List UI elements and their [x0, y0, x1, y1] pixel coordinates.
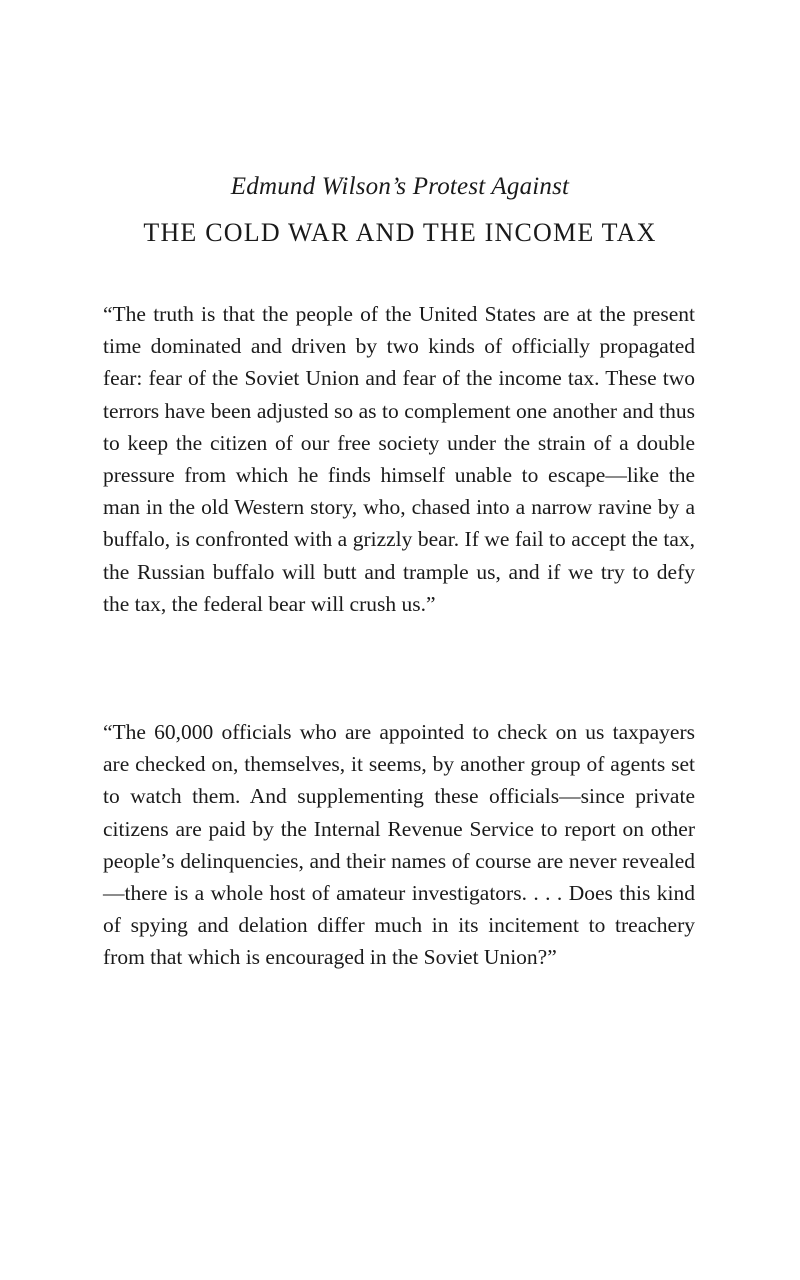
page-title: THE COLD WAR AND THE INCOME TAX [143, 218, 657, 247]
quote-paragraph-1: “The truth is that the people of the United States are at the present time dominated and driven by two kinds of officially propagated fear: fear of the Soviet Union and fear of the income tax. These two terrors have been adjusted so as to complement one another and thus to keep the citizen of our free society under the strain of a double pressure from which he finds himself unable to escape—like the man in the old Western story, who, chased into a narrow ravine by a buffalo, is confronted with a grizzly bear. If we fail to accept the tax, the Russian buffalo will butt and trample us, and if we try to defy the tax, the federal bear will crush us.” [103, 302, 695, 616]
subtitle: Edmund Wilson’s Protest Against [230, 173, 570, 200]
quote-paragraph-2: “The 60,000 officials who are appointed to check on us taxpayers are checked on, themselves, it seems, by another group of agents set to watch them. And supplementing these officials—since private citizens are paid by the Internal Revenue Service to report on other people’s delinquencies, and their names of course are never revealed—there is a whole host of amateur investigators. . . . Does this kind of spying and delation differ much in its incitement to treachery from that which is encouraged in the Soviet Union?” [103, 720, 695, 970]
